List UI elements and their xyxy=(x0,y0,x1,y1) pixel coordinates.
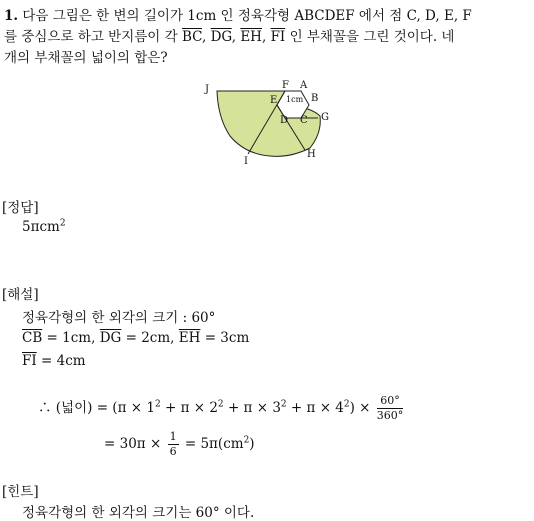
problem-line-1 xyxy=(4,4,472,24)
problem-text-1: 다음 그림은 한 변의 길이가 1cm 인 정육각형 ABCDEF 에서 점 C, D, E, F xyxy=(22,8,472,24)
label-j: J xyxy=(205,84,210,95)
seg-cb-val: = 1cm, xyxy=(46,330,96,346)
problem-text-2a: 를 중심으로 하고 반지름이 각 xyxy=(4,29,178,45)
hint-header: [힌트] xyxy=(2,484,39,500)
problem-line-3 xyxy=(4,46,168,66)
eq2-right: = 5π(cm xyxy=(184,436,244,452)
segment-dg: $\overline{DG}$ xyxy=(210,29,232,45)
hint-text: 정육각형의 한 외각의 크기는 60° 이다. xyxy=(22,505,255,521)
answer-text: 5πcm xyxy=(22,219,60,235)
eq1-mid2: + π × 3 xyxy=(223,400,281,416)
answer-value xyxy=(22,219,66,235)
seg-eh: $\overline{EH}$ xyxy=(178,330,201,346)
segment-fi: $\overline{FI}$ xyxy=(270,29,286,45)
label-e: E xyxy=(270,95,278,106)
label-f: F xyxy=(282,80,289,91)
seg-dg: $\overline{DG}$ xyxy=(99,330,122,346)
problem-text-3: 개의 부채꼴의 넓이의 합은? xyxy=(4,50,168,66)
label-d: D xyxy=(280,115,289,126)
seg-eh-val: = 3cm xyxy=(204,330,250,346)
equation-1: ∴ (넓이) = $(\pi \times 1^2 + \pi \times 2^2 + \pi \times 3^2 + \pi \times 4^2)$ × $\frac{60^\circ}{360^\circ}$ xyxy=(38,394,404,422)
label-i: I xyxy=(244,156,248,167)
fraction-1-6 xyxy=(168,430,179,459)
label-h: H xyxy=(307,149,316,160)
sector-figure xyxy=(200,78,340,168)
eq1-mid1: + π × 2 xyxy=(160,400,218,416)
eq2-close: ) xyxy=(249,436,255,452)
label-b: B xyxy=(311,93,319,104)
problem-text-2b: 인 부채꼴을 그린 것이다. 네 xyxy=(289,29,455,45)
frac-num: 60° xyxy=(377,394,404,409)
equation-2: = 30π × $\frac{1}{6}$ = $5\pi(cm^2)$ xyxy=(104,430,255,458)
eq2-left: = 30π × xyxy=(104,436,162,452)
label-a: A xyxy=(300,80,308,91)
problem-number: 1. xyxy=(4,8,19,24)
label-side: 1cm xyxy=(286,95,304,104)
frac2-num: 1 xyxy=(169,430,177,443)
answer-header: [정답] xyxy=(2,200,39,216)
segment-eh: $\overline{EH}$ xyxy=(240,29,262,45)
seg-fi-val: = 4cm xyxy=(41,353,86,369)
label-c: C xyxy=(300,115,308,126)
solution-line-1: 정육각형의 한 외각의 크기 : 60° xyxy=(22,310,216,326)
frac-den: 360° xyxy=(376,409,404,422)
solution-line-3 xyxy=(22,353,86,369)
eq1-left: ∴ (넓이) = (π × 1 xyxy=(38,400,155,416)
solution-header: [해설] xyxy=(2,287,39,303)
frac2-den: 6 xyxy=(169,445,177,458)
solution-line-2 xyxy=(22,330,249,346)
label-g: G xyxy=(321,112,329,123)
seg-dg-val: = 2cm, xyxy=(125,330,175,346)
eq1-end: ) × xyxy=(349,400,371,416)
eq1-mid3: + π × 4 xyxy=(286,400,344,416)
fraction-60-360 xyxy=(377,394,404,423)
answer-exp: 2 xyxy=(59,218,66,229)
segment-bc: $\overline{BC}$ xyxy=(181,29,202,45)
seg-fi: $\overline{FI}$ xyxy=(22,353,37,369)
problem-line-2: 를 중심으로 하고 반지름이 각 $\overline{BC}$, $\overline{DG}$, $\overline{EH}$, $\overline{FI}$ 인 부채꼴을 그린 것이다. 네 xyxy=(4,29,455,45)
seg-cb: $\overline{CB}$ xyxy=(22,330,43,346)
